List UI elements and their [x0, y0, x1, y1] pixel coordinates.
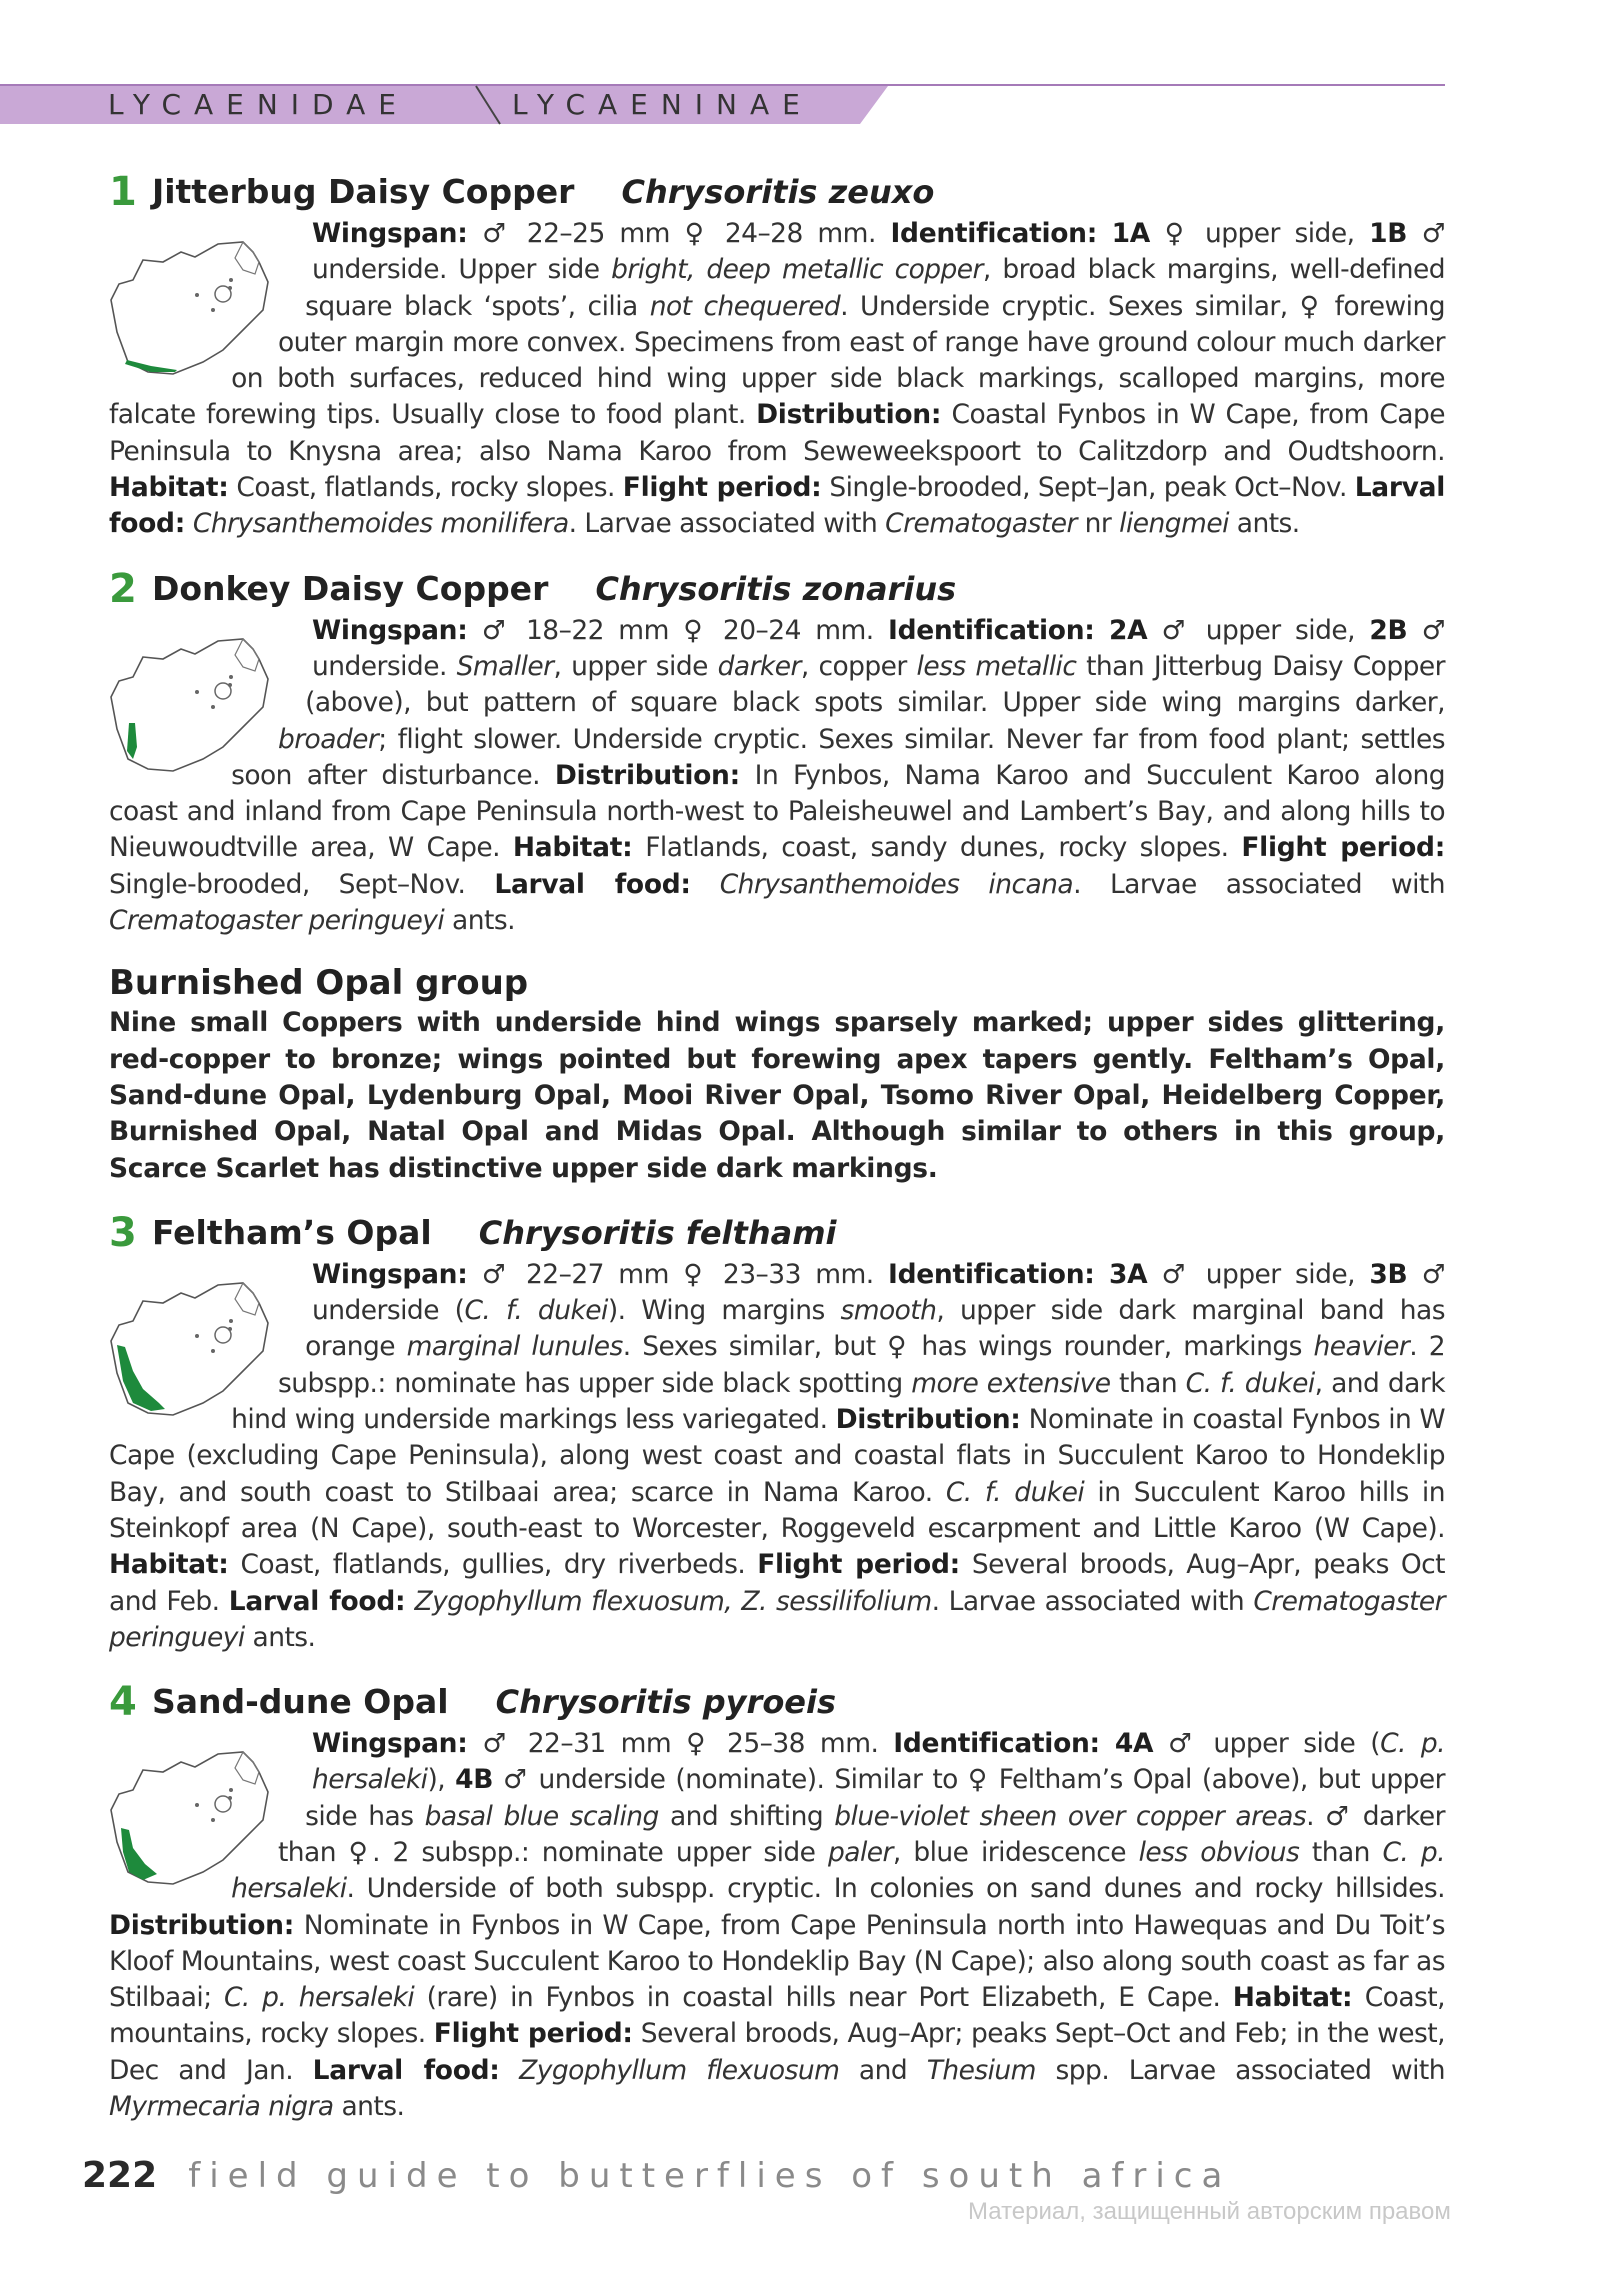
- text-run: (rare) in Fynbos in coastal hills near Port Elizabeth, E Cape.: [414, 1982, 1233, 2014]
- text-run: ♂ 22–27 mm ♀ 23–33 mm.: [467, 1258, 889, 1290]
- group-title: Burnished Opal group: [109, 963, 529, 1004]
- text-run: in Succulent Karoo hills in Steinkopf area (N Cape), south-east to Worcester, Roggeveld escarpment and Little Karoo (W Cape).: [109, 1476, 1445, 1544]
- text-run: , upper side dark marginal band has orange: [305, 1295, 1445, 1363]
- species-number: 1: [109, 169, 137, 215]
- field-label: Wingspan:: [312, 614, 468, 646]
- text-run: ants.: [333, 2091, 405, 2123]
- italic-term: Chrysanthemoides monilifera: [192, 508, 569, 540]
- book-title: field guide to butterflies of south africa: [188, 2156, 1232, 2196]
- text-run: ♂ 22–31 mm ♀ 25–38 mm.: [467, 1728, 894, 1760]
- field-label: Identification:: [888, 1258, 1095, 1290]
- italic-term: bright, deep metallic copper: [611, 254, 983, 286]
- text-run: ♂ underside (: [312, 1258, 1445, 1327]
- species-common-name: Jitterbug Daisy Copper: [151, 172, 575, 211]
- text-run: ♀ upper side,: [1150, 218, 1370, 249]
- species-common-name: Donkey Daisy Copper: [151, 568, 549, 608]
- field-label: Larval food:: [109, 472, 1445, 540]
- text-run: and shifting: [658, 1800, 835, 1832]
- italic-term: C. f. dukei: [464, 1295, 608, 1327]
- section-header: [0, 84, 1445, 126]
- field-label: Flight period:: [622, 472, 822, 504]
- species-scientific-name: Chrysoritis felthami: [478, 1213, 837, 1252]
- italic-term: C. p. hersaleki: [312, 1728, 1445, 1796]
- subfamily-label: LYCAENINAE: [512, 88, 813, 121]
- text-run: ),: [427, 1764, 456, 1796]
- copyright-watermark: Материал, защищенный авторским правом: [968, 2198, 1451, 2225]
- field-label: Flight period:: [757, 1549, 960, 1581]
- italic-term: marginal lunules: [406, 1331, 623, 1363]
- species-scientific-name: Chrysoritis zonarius: [595, 569, 957, 608]
- italic-term: C. p. hersaleki: [231, 1836, 1446, 1905]
- text-run: ). Wing margins: [607, 1295, 841, 1327]
- text-run: Flatlands, coast, sandy dunes, rocky slopes.: [632, 832, 1242, 864]
- text-run: . Underside cryptic. Sexes similar, ♀ forewing outer margin more convex. Specimens from east of range have ground colour much darker on both surfaces, reduced hind wing upper side black markings, scalloped margins, more falcate forewing tips. Usually close to food plant.: [109, 290, 1445, 431]
- field-label: Flight period:: [433, 2018, 633, 2050]
- family-label: LYCAENIDAE: [108, 88, 409, 121]
- field-label: Larval food:: [312, 2054, 500, 2086]
- field-label: Distribution:: [835, 1404, 1021, 1436]
- field-label: Flight period:: [1241, 832, 1445, 864]
- text-run: Coast, mountains, rocky slopes.: [109, 1982, 1445, 2050]
- text-run: [1097, 218, 1112, 249]
- text-run: [1095, 615, 1109, 646]
- text-run: , broad black margins, well-defined square black ‘spots’, cilia: [305, 254, 1446, 322]
- field-label: Distribution:: [109, 1909, 295, 1941]
- species-entry-2: [109, 565, 1445, 940]
- species-entry-3: [109, 1209, 1445, 1656]
- field-label: Distribution:: [554, 759, 740, 791]
- species-heading: [109, 565, 1445, 613]
- field-label: Identification:: [893, 1728, 1100, 1760]
- italic-term: Chrysanthemoides incana: [719, 868, 1074, 900]
- field-label: Habitat:: [512, 832, 633, 864]
- text-run: Coastal Fynbos in W Cape, from Cape Peninsula to Knysna area; also Nama Karoo from Seweweekspoort to Calitzdorp and Oudtshoorn.: [109, 399, 1445, 467]
- italic-term: Crematogaster: [885, 508, 1077, 540]
- text-run: [691, 869, 720, 900]
- italic-term: C. f. dukei: [945, 1476, 1085, 1508]
- text-run: nr: [1076, 508, 1120, 540]
- range-highlight: [117, 1345, 165, 1411]
- italic-term: not chequered: [649, 290, 841, 322]
- field-label: Distribution:: [756, 399, 942, 431]
- field-label: Identification:: [888, 614, 1095, 646]
- text-run: ♂ 18–22 mm ♀ 20–24 mm.: [467, 614, 889, 646]
- text-run: [1095, 1259, 1109, 1290]
- species-number: 4: [109, 1679, 137, 1726]
- species-common-name: Feltham’s Opal: [151, 1212, 432, 1252]
- field-label: 2A: [1108, 614, 1148, 646]
- species-description: [109, 613, 1445, 940]
- italic-term: less metallic: [916, 650, 1077, 682]
- text-run: ♂ upper side,: [1147, 614, 1370, 646]
- field-label: 4A: [1114, 1728, 1154, 1760]
- species-heading: [109, 1209, 1445, 1257]
- text-run: . Underside of both subspp. cryptic. In colonies on sand dunes and rocky hillsides.: [346, 1873, 1445, 1905]
- species-description: [109, 216, 1445, 543]
- field-label: Wingspan:: [312, 1728, 468, 1760]
- page-number: 222: [82, 2155, 158, 2196]
- text-run: . Larvae associated with: [568, 508, 886, 540]
- text-run: Nominate in Fynbos in W Cape, from Cape Peninsula north into Hawequas and Du Toit’s Kloof Mountains, west coast Succulent Karoo to Hondeklip Bay (N Cape); also along south coast as far as Stilbaai;: [109, 1909, 1445, 2014]
- text-run: Nominate in coastal Fynbos in W Cape (excluding Cape Peninsula), along west coast and coastal flats in Succulent Karoo to Hondeklip Bay, and south coast to Stilbaai area; scarce in Nama Karoo.: [109, 1404, 1445, 1508]
- text-run: and: [839, 2054, 927, 2086]
- italic-term: C. f. dukei: [1185, 1367, 1315, 1399]
- field-label: 1A: [1111, 218, 1151, 249]
- field-label: 4B: [455, 1764, 494, 1796]
- italic-term: darker: [717, 650, 801, 682]
- italic-term: Zygophyllum flexuosum, Z. sessilifolium: [414, 1585, 932, 1617]
- page-footer: [82, 2155, 1231, 2196]
- field-label: Habitat:: [1232, 1982, 1353, 2014]
- italic-term: liengmei: [1119, 508, 1229, 540]
- italic-term: Crematogaster peringueyi: [109, 905, 445, 937]
- text-run: ♂ underside. Upper side: [312, 218, 1445, 286]
- italic-term: smooth: [840, 1295, 937, 1327]
- range-highlight: [125, 360, 177, 372]
- italic-term: Zygophyllum flexuosum: [519, 2054, 840, 2086]
- field-label: Habitat:: [109, 472, 229, 504]
- range-highlight: [127, 723, 137, 759]
- text-run: [185, 508, 193, 539]
- text-run: than: [1110, 1367, 1186, 1399]
- field-label: Identification:: [890, 218, 1098, 249]
- species-scientific-name: Chrysoritis pyroeis: [495, 1683, 837, 1722]
- text-run: , blue iridescence: [892, 1836, 1139, 1868]
- text-run: ♂ underside.: [312, 614, 1445, 682]
- species-description: [109, 1257, 1445, 1656]
- field-label: Habitat:: [109, 1549, 229, 1581]
- species-group: [109, 961, 1445, 1186]
- text-run: In Fynbos, Nama Karoo and Succulent Karoo along coast and inland from Cape Peninsula north-west to Paleisheuwel and Lambert’s Bay, and along hills to Nieuwoudtville area, W Cape.: [109, 759, 1445, 864]
- text-run: Single-brooded, Sept–Nov.: [109, 868, 495, 900]
- field-label: Larval food:: [494, 868, 691, 900]
- text-run: Several broods, Aug–Apr, peaks Oct and Feb.: [109, 1549, 1446, 1617]
- species-number: 3: [109, 1209, 137, 1256]
- species-heading: [109, 1678, 1445, 1726]
- range-highlight: [121, 1828, 157, 1880]
- italic-term: basal blue scaling: [424, 1800, 659, 1832]
- species-description: [109, 1726, 1445, 2125]
- species-heading: [109, 168, 1445, 216]
- text-run: . 2 subspp.: nominate has upper side black spotting: [277, 1331, 1446, 1399]
- italic-term: heavier: [1313, 1331, 1410, 1363]
- text-run: , copper: [800, 650, 917, 682]
- species-entry-4: [109, 1678, 1445, 2125]
- text-run: Coast, flatlands, gullies, dry riverbeds.: [228, 1549, 758, 1581]
- text-run: ♂ upper side (: [1153, 1728, 1381, 1760]
- text-run: ♂ underside (nominate). Similar to ♀ Feltham’s Opal (above), but upper side has: [305, 1764, 1445, 1832]
- text-run: ; flight slower. Underside cryptic. Sexes similar. Never far from food plant; settles soon after disturbance.: [231, 723, 1445, 791]
- text-run: [1100, 1728, 1115, 1759]
- text-run: [500, 2055, 520, 2086]
- italic-term: more extensive: [911, 1367, 1111, 1399]
- text-run: . Larvae associated with: [1073, 868, 1445, 900]
- text-run: . Larvae associated with: [931, 1585, 1254, 1617]
- text-run: ants.: [1228, 508, 1300, 540]
- italic-term: Thesium: [926, 2054, 1036, 2086]
- field-label: Wingspan:: [312, 218, 468, 249]
- field-label: 3A: [1108, 1258, 1148, 1290]
- species-common-name: Sand-dune Opal: [151, 1682, 449, 1722]
- page-content: [109, 168, 1445, 2125]
- field-label: 3B: [1369, 1258, 1408, 1290]
- italic-term: Smaller: [456, 650, 554, 682]
- text-run: Single-brooded, Sept–Jan, peak Oct–Nov.: [821, 472, 1355, 504]
- species-entry-1: [109, 168, 1445, 543]
- text-run: . Sexes similar, but ♀ has wings rounder, markings: [622, 1331, 1314, 1363]
- text-run: ants.: [444, 905, 515, 937]
- text-run: Several broods, Aug–Apr; peaks Sept–Oct and Feb; in the west, Dec and Jan.: [109, 2018, 1446, 2086]
- field-label: 1B: [1369, 218, 1408, 249]
- group-description: Nine small Coppers with underside hind wings sparsely marked; upper sides glittering, red-copper to bronze; wings pointed but forewing apex tapers gently. Feltham’s Opal, Sand-dune Opal, Lydenburg Opal, Mooi River Opal, Tsomo River Opal, Heidelberg Copper, Burnished Opal, Natal Opal and Midas Opal. Although similar to others in this group, Scarce Scarlet has distinctive upper side dark markings.: [109, 1007, 1445, 1184]
- text-run: spp. Larvae associated with: [1035, 2054, 1446, 2086]
- text-run: , and dark hind wing underside markings less variegated.: [231, 1367, 1445, 1436]
- text-run: Coast, flatlands, rocky slopes.: [228, 472, 623, 504]
- italic-term: broader: [277, 723, 379, 755]
- text-run: ♂ 22–25 mm ♀ 24–28 mm.: [467, 218, 891, 249]
- italic-term: Crematogaster peringueyi: [109, 1585, 1446, 1653]
- text-run: [405, 1586, 414, 1617]
- species-number: 2: [109, 565, 137, 612]
- species-scientific-name: Chrysoritis zeuxo: [621, 173, 935, 211]
- text-run: . ♂ darker than ♀. 2 subspp.: nominate upper side: [277, 1800, 1445, 1868]
- text-run: ants.: [244, 1621, 316, 1653]
- field-label: 2B: [1369, 614, 1408, 646]
- italic-term: paler: [828, 1836, 893, 1868]
- field-label: Wingspan:: [312, 1258, 468, 1290]
- text-run: ♂ upper side,: [1147, 1258, 1370, 1290]
- text-run: , upper side: [553, 650, 718, 682]
- italic-term: blue-violet sheen over copper areas: [834, 1800, 1307, 1832]
- field-label: Larval food:: [228, 1585, 406, 1617]
- italic-term: less obvious: [1138, 1836, 1300, 1868]
- text-run: than: [1299, 1836, 1383, 1868]
- italic-term: Myrmecaria nigra: [109, 2091, 334, 2123]
- text-run: than Jitterbug Daisy Copper (above), but pattern of square black spots similar. Upper side wing margins darker,: [305, 650, 1445, 719]
- italic-term: C. p. hersaleki: [223, 1982, 415, 2014]
